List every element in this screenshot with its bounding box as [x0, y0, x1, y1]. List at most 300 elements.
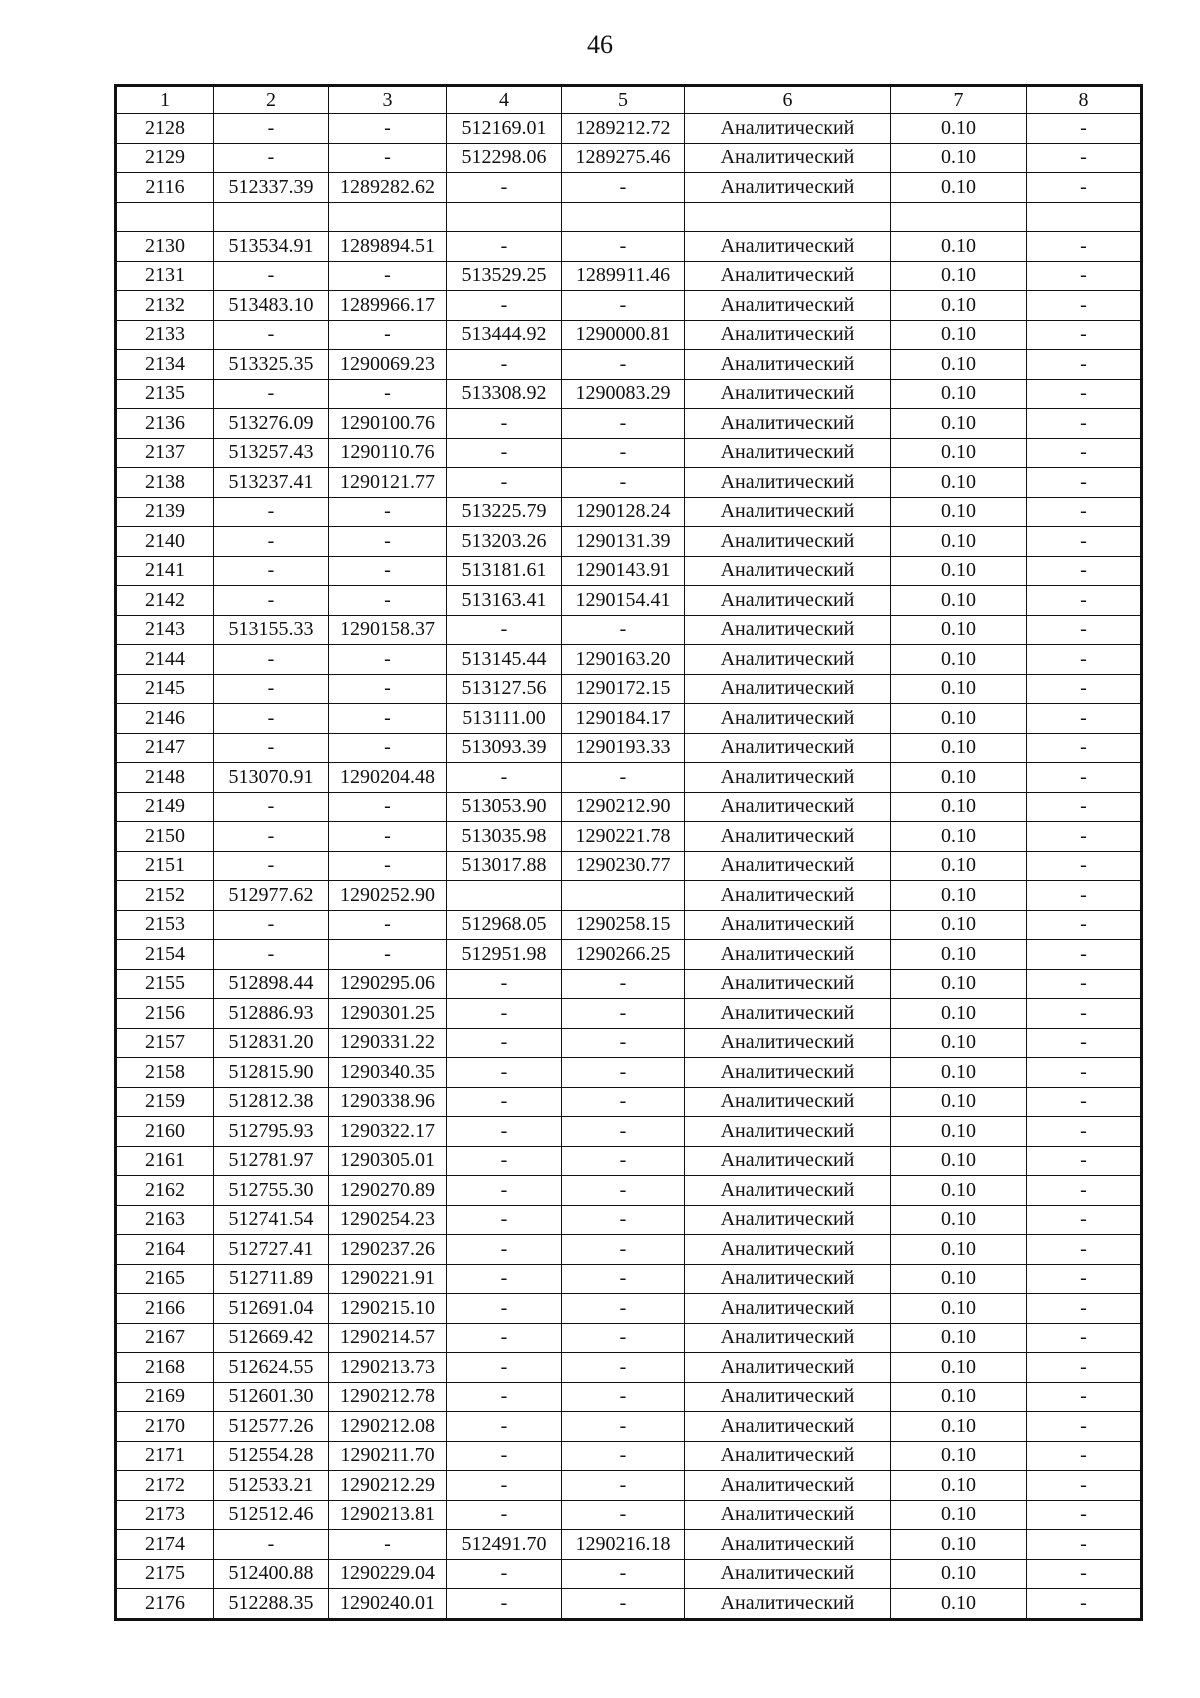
table-cell: Аналитический — [685, 527, 891, 557]
column-header: 7 — [891, 86, 1027, 114]
table-cell: - — [214, 586, 329, 616]
table-cell: 0.10 — [891, 1471, 1027, 1501]
table-cell: - — [562, 1264, 685, 1294]
table-cell: - — [447, 291, 562, 321]
table-cell: Аналитический — [685, 763, 891, 793]
table-cell: 0.10 — [891, 1087, 1027, 1117]
table-row — [116, 1353, 1142, 1383]
table-cell: 1289911.46 — [562, 261, 685, 291]
table-cell: - — [329, 527, 447, 557]
table-cell: - — [1027, 999, 1142, 1029]
table-cell: 0.10 — [891, 1441, 1027, 1471]
table-cell: - — [562, 969, 685, 999]
table-cell: - — [214, 320, 329, 350]
table-cell: 2156 — [116, 999, 214, 1029]
table-cell: - — [214, 851, 329, 881]
table-cell: 0.10 — [891, 409, 1027, 439]
table-cell: 1290083.29 — [562, 379, 685, 409]
table-cell: - — [1027, 409, 1142, 439]
table-cell: 512831.20 — [214, 1028, 329, 1058]
table-row — [116, 1264, 1142, 1294]
table-cell: - — [562, 409, 685, 439]
table-cell: 513203.26 — [447, 527, 562, 557]
table-row — [116, 350, 1142, 380]
table-cell: - — [1027, 792, 1142, 822]
table-cell: Аналитический — [685, 1500, 891, 1530]
table-cell: 0.10 — [891, 1500, 1027, 1530]
table-cell: 1290295.06 — [329, 969, 447, 999]
table-cell: - — [562, 1559, 685, 1589]
table-cell: 512533.21 — [214, 1471, 329, 1501]
table-cell: - — [1027, 763, 1142, 793]
table-cell: 1289275.46 — [562, 143, 685, 173]
header-row — [116, 86, 1142, 114]
table-cell: - — [562, 1058, 685, 1088]
table-cell: 2155 — [116, 969, 214, 999]
table-cell: Аналитический — [685, 704, 891, 734]
table-cell: - — [1027, 261, 1142, 291]
table-row — [116, 1235, 1142, 1265]
table-cell: 2131 — [116, 261, 214, 291]
table-cell: 1290221.78 — [562, 822, 685, 852]
table-cell: - — [562, 1235, 685, 1265]
table-cell: - — [329, 143, 447, 173]
table-row — [116, 1146, 1142, 1176]
table-cell: 0.10 — [891, 468, 1027, 498]
table-cell: Аналитический — [685, 1087, 891, 1117]
table-cell: - — [1027, 173, 1142, 203]
table-cell: 1290254.23 — [329, 1205, 447, 1235]
table-cell: - — [447, 1559, 562, 1589]
table-cell: - — [562, 1028, 685, 1058]
table-cell: - — [1027, 468, 1142, 498]
table-cell: 2166 — [116, 1294, 214, 1324]
table-cell: - — [1027, 704, 1142, 734]
table-cell: 0.10 — [891, 851, 1027, 881]
table-cell: 1290212.90 — [562, 792, 685, 822]
table-cell: 0.10 — [891, 1323, 1027, 1353]
table-cell: 512977.62 — [214, 881, 329, 911]
table-cell: 512711.89 — [214, 1264, 329, 1294]
table-cell: Аналитический — [685, 615, 891, 645]
table-cell: Аналитический — [685, 1471, 891, 1501]
table-cell: 512741.54 — [214, 1205, 329, 1235]
table-cell: 1290229.04 — [329, 1559, 447, 1589]
table-cell: - — [447, 763, 562, 793]
table-cell: 2154 — [116, 940, 214, 970]
table-cell: 2149 — [116, 792, 214, 822]
table-cell: 1290131.39 — [562, 527, 685, 557]
table-cell: 0.10 — [891, 1028, 1027, 1058]
table-cell: Аналитический — [685, 1530, 891, 1560]
table-cell: 2139 — [116, 497, 214, 527]
table-cell: 2138 — [116, 468, 214, 498]
table-cell: - — [562, 1117, 685, 1147]
table-row — [116, 556, 1142, 586]
table-cell: 2153 — [116, 910, 214, 940]
table-cell: 512815.90 — [214, 1058, 329, 1088]
table-cell: - — [214, 527, 329, 557]
table-cell: - — [447, 1412, 562, 1442]
table-cell: - — [214, 143, 329, 173]
table-cell — [891, 202, 1027, 232]
page-number: 46 — [587, 30, 613, 59]
table-cell: - — [1027, 556, 1142, 586]
table-cell: - — [1027, 1382, 1142, 1412]
table-cell: 0.10 — [891, 1146, 1027, 1176]
table-cell: Аналитический — [685, 910, 891, 940]
table-row — [116, 1058, 1142, 1088]
table-cell: 513325.35 — [214, 350, 329, 380]
column-header: 1 — [116, 86, 214, 114]
table-cell: - — [562, 615, 685, 645]
table-cell — [214, 202, 329, 232]
table-row — [116, 615, 1142, 645]
table-cell: 0.10 — [891, 1589, 1027, 1620]
table-cell: 0.10 — [891, 940, 1027, 970]
table-cell: - — [1027, 1471, 1142, 1501]
table-cell: - — [1027, 645, 1142, 675]
table-cell: 2142 — [116, 586, 214, 616]
table-cell: - — [214, 497, 329, 527]
table-cell: - — [214, 645, 329, 675]
table-row — [116, 999, 1142, 1029]
table-body — [116, 114, 1142, 1620]
table-cell: - — [562, 232, 685, 262]
table-cell — [329, 202, 447, 232]
table-cell: 513070.91 — [214, 763, 329, 793]
table-cell: 513483.10 — [214, 291, 329, 321]
table-cell — [447, 881, 562, 911]
table-cell: - — [1027, 1146, 1142, 1176]
table-cell: Аналитический — [685, 940, 891, 970]
table-cell: Аналитический — [685, 1028, 891, 1058]
table-cell: - — [329, 497, 447, 527]
table-cell: Аналитический — [685, 1412, 891, 1442]
table-cell: 0.10 — [891, 1412, 1027, 1442]
table-cell: 512951.98 — [447, 940, 562, 970]
table-cell: 512624.55 — [214, 1353, 329, 1383]
table-cell: 0.10 — [891, 379, 1027, 409]
table-cell: 0.10 — [891, 1117, 1027, 1147]
table-cell: Аналитический — [685, 1294, 891, 1324]
table-row — [116, 527, 1142, 557]
table-cell — [685, 202, 891, 232]
table-cell: 2174 — [116, 1530, 214, 1560]
table-cell: 512727.41 — [214, 1235, 329, 1265]
table-cell: Аналитический — [685, 497, 891, 527]
coordinates-table — [114, 84, 1143, 1621]
table-cell: 2143 — [116, 615, 214, 645]
table-cell: 2157 — [116, 1028, 214, 1058]
table-cell: Аналитический — [685, 438, 891, 468]
table-cell: 1289966.17 — [329, 291, 447, 321]
table-cell: - — [562, 350, 685, 380]
table-cell: - — [329, 822, 447, 852]
table-cell: Аналитический — [685, 350, 891, 380]
table-row — [116, 1205, 1142, 1235]
table-cell: 0.10 — [891, 763, 1027, 793]
table-cell: 0.10 — [891, 674, 1027, 704]
table-cell: 1290338.96 — [329, 1087, 447, 1117]
table-cell: - — [1027, 1530, 1142, 1560]
table-cell: - — [1027, 1589, 1142, 1620]
table-cell: - — [447, 1500, 562, 1530]
table-cell: Аналитический — [685, 261, 891, 291]
table-cell: 0.10 — [891, 1235, 1027, 1265]
table-cell: - — [1027, 1264, 1142, 1294]
table-cell: 0.10 — [891, 733, 1027, 763]
table-row — [116, 910, 1142, 940]
table-row — [116, 1323, 1142, 1353]
table-cell: - — [1027, 1205, 1142, 1235]
table-cell: 1290214.57 — [329, 1323, 447, 1353]
table-cell: 0.10 — [891, 232, 1027, 262]
table-cell: - — [447, 999, 562, 1029]
table-cell: Аналитический — [685, 1235, 891, 1265]
table-cell: 2165 — [116, 1264, 214, 1294]
table-cell: 1290270.89 — [329, 1176, 447, 1206]
table-cell: 512288.35 — [214, 1589, 329, 1620]
table-cell: 513111.00 — [447, 704, 562, 734]
table-cell: 0.10 — [891, 143, 1027, 173]
table-row — [116, 674, 1142, 704]
table-cell: 1290158.37 — [329, 615, 447, 645]
table-cell: Аналитический — [685, 1323, 891, 1353]
table-cell: 512755.30 — [214, 1176, 329, 1206]
table-cell: - — [329, 851, 447, 881]
table-cell: - — [447, 350, 562, 380]
table-cell: - — [447, 1353, 562, 1383]
table-row — [116, 1589, 1142, 1620]
table-cell: - — [1027, 1294, 1142, 1324]
table-cell: - — [1027, 114, 1142, 144]
table-row — [116, 822, 1142, 852]
table-cell: - — [447, 438, 562, 468]
column-header: 2 — [214, 86, 329, 114]
table-cell: - — [329, 674, 447, 704]
table-cell: - — [329, 733, 447, 763]
table-cell: 2152 — [116, 881, 214, 911]
table-cell: - — [214, 910, 329, 940]
table-row — [116, 1530, 1142, 1560]
table-row — [116, 704, 1142, 734]
table-cell — [562, 202, 685, 232]
table-cell: 1290215.10 — [329, 1294, 447, 1324]
table-cell: 1290230.77 — [562, 851, 685, 881]
table-cell: - — [1027, 851, 1142, 881]
table-cell: 1290000.81 — [562, 320, 685, 350]
table-cell: 512795.93 — [214, 1117, 329, 1147]
table-cell: - — [447, 1264, 562, 1294]
table-cell: 0.10 — [891, 173, 1027, 203]
table-cell: 513127.56 — [447, 674, 562, 704]
table-cell: 0.10 — [891, 704, 1027, 734]
table-cell: Аналитический — [685, 674, 891, 704]
table-cell: 2141 — [116, 556, 214, 586]
table-cell: - — [214, 792, 329, 822]
table-cell: - — [329, 1530, 447, 1560]
table-cell: 2140 — [116, 527, 214, 557]
table-cell: 2173 — [116, 1500, 214, 1530]
table-cell: - — [562, 1294, 685, 1324]
table-cell: 512554.28 — [214, 1441, 329, 1471]
table-row — [116, 792, 1142, 822]
table-cell: - — [1027, 1235, 1142, 1265]
table-row — [116, 143, 1142, 173]
table-row — [116, 202, 1142, 232]
table-cell: 2176 — [116, 1589, 214, 1620]
table-cell: 1290258.15 — [562, 910, 685, 940]
table-cell: 0.10 — [891, 645, 1027, 675]
table-cell: 512169.01 — [447, 114, 562, 144]
table-cell: 513444.92 — [447, 320, 562, 350]
table-cell: - — [1027, 881, 1142, 911]
table-cell: - — [1027, 291, 1142, 321]
table-cell: 1290211.70 — [329, 1441, 447, 1471]
table-cell: - — [447, 969, 562, 999]
table-cell: 1290193.33 — [562, 733, 685, 763]
table-cell: 513053.90 — [447, 792, 562, 822]
table-cell: 512601.30 — [214, 1382, 329, 1412]
table-cell: Аналитический — [685, 1176, 891, 1206]
table-cell: Аналитический — [685, 1117, 891, 1147]
table-cell: 2135 — [116, 379, 214, 409]
table-row — [116, 733, 1142, 763]
table-cell: - — [214, 1530, 329, 1560]
table-cell: - — [447, 1028, 562, 1058]
table-cell: 1289212.72 — [562, 114, 685, 144]
column-header: 3 — [329, 86, 447, 114]
table-cell: - — [1027, 615, 1142, 645]
table-cell: Аналитический — [685, 999, 891, 1029]
table-cell: 2145 — [116, 674, 214, 704]
table-cell: 0.10 — [891, 1382, 1027, 1412]
table-cell: - — [562, 1353, 685, 1383]
table-cell: Аналитический — [685, 1559, 891, 1589]
table-cell: 1290184.17 — [562, 704, 685, 734]
table-cell: 1290069.23 — [329, 350, 447, 380]
table-cell: - — [1027, 674, 1142, 704]
table-cell: - — [1027, 1412, 1142, 1442]
table-cell: Аналитический — [685, 969, 891, 999]
table-cell: 0.10 — [891, 556, 1027, 586]
table-cell: - — [447, 1176, 562, 1206]
table-cell: 1290163.20 — [562, 645, 685, 675]
table-row — [116, 1500, 1142, 1530]
table-row — [116, 645, 1142, 675]
table-cell: - — [329, 379, 447, 409]
table-cell: 1290237.26 — [329, 1235, 447, 1265]
table-cell: - — [1027, 1058, 1142, 1088]
table-cell: - — [214, 674, 329, 704]
table-row — [116, 969, 1142, 999]
table-cell: 0.10 — [891, 291, 1027, 321]
table-cell: - — [562, 1205, 685, 1235]
table-cell: Аналитический — [685, 1441, 891, 1471]
table-cell: 2158 — [116, 1058, 214, 1088]
table-row — [116, 291, 1142, 321]
table-cell: Аналитический — [685, 1353, 891, 1383]
table-cell: - — [1027, 940, 1142, 970]
table-cell: - — [1027, 586, 1142, 616]
table-cell: 1290100.76 — [329, 409, 447, 439]
table-cell: 2132 — [116, 291, 214, 321]
table-cell: 1289282.62 — [329, 173, 447, 203]
table-cell — [116, 202, 214, 232]
column-header: 8 — [1027, 86, 1142, 114]
table-cell: 2133 — [116, 320, 214, 350]
table-cell: - — [214, 733, 329, 763]
table-cell: - — [447, 1146, 562, 1176]
table-cell: - — [1027, 527, 1142, 557]
table-cell: 513237.41 — [214, 468, 329, 498]
table-cell: - — [1027, 969, 1142, 999]
table-cell: 1290110.76 — [329, 438, 447, 468]
table-cell: - — [214, 940, 329, 970]
table-cell: 1290213.73 — [329, 1353, 447, 1383]
table-cell: 2170 — [116, 1412, 214, 1442]
table-cell: Аналитический — [685, 645, 891, 675]
table-cell: 0.10 — [891, 822, 1027, 852]
table-cell: Аналитический — [685, 733, 891, 763]
table-cell: Аналитический — [685, 1146, 891, 1176]
table-header — [116, 86, 1142, 114]
table-cell: - — [447, 1441, 562, 1471]
table-cell: - — [1027, 1176, 1142, 1206]
table-cell: 2161 — [116, 1146, 214, 1176]
table-cell: 512781.97 — [214, 1146, 329, 1176]
table-cell: Аналитический — [685, 291, 891, 321]
table-cell: - — [1027, 320, 1142, 350]
table-row — [116, 763, 1142, 793]
table-cell: - — [1027, 1559, 1142, 1589]
table-cell: - — [447, 409, 562, 439]
table-row — [116, 1087, 1142, 1117]
table-cell: 512968.05 — [447, 910, 562, 940]
table-cell: 513155.33 — [214, 615, 329, 645]
table-cell: 513225.79 — [447, 497, 562, 527]
table-cell: - — [1027, 822, 1142, 852]
table-cell: - — [1027, 910, 1142, 940]
table-cell: - — [329, 704, 447, 734]
table-cell: Аналитический — [685, 409, 891, 439]
table-cell: - — [562, 1146, 685, 1176]
table-cell: 1290212.78 — [329, 1382, 447, 1412]
table-cell: - — [214, 379, 329, 409]
table-cell: 2172 — [116, 1471, 214, 1501]
table-cell: - — [562, 291, 685, 321]
table-row — [116, 1559, 1142, 1589]
table-cell: - — [329, 261, 447, 291]
table-cell: - — [562, 1087, 685, 1117]
table-row — [116, 940, 1142, 970]
table-cell: 512512.46 — [214, 1500, 329, 1530]
table-cell: 0.10 — [891, 792, 1027, 822]
table-cell: - — [447, 173, 562, 203]
table-cell: 512400.88 — [214, 1559, 329, 1589]
table-cell: Аналитический — [685, 468, 891, 498]
table-cell: 2160 — [116, 1117, 214, 1147]
table-cell: - — [562, 438, 685, 468]
table-cell: 0.10 — [891, 1205, 1027, 1235]
table-cell: 0.10 — [891, 1176, 1027, 1206]
table-cell: 1289894.51 — [329, 232, 447, 262]
table-cell: - — [1027, 1087, 1142, 1117]
table-cell: - — [329, 114, 447, 144]
table-cell — [1027, 202, 1142, 232]
table-cell: 1290121.77 — [329, 468, 447, 498]
